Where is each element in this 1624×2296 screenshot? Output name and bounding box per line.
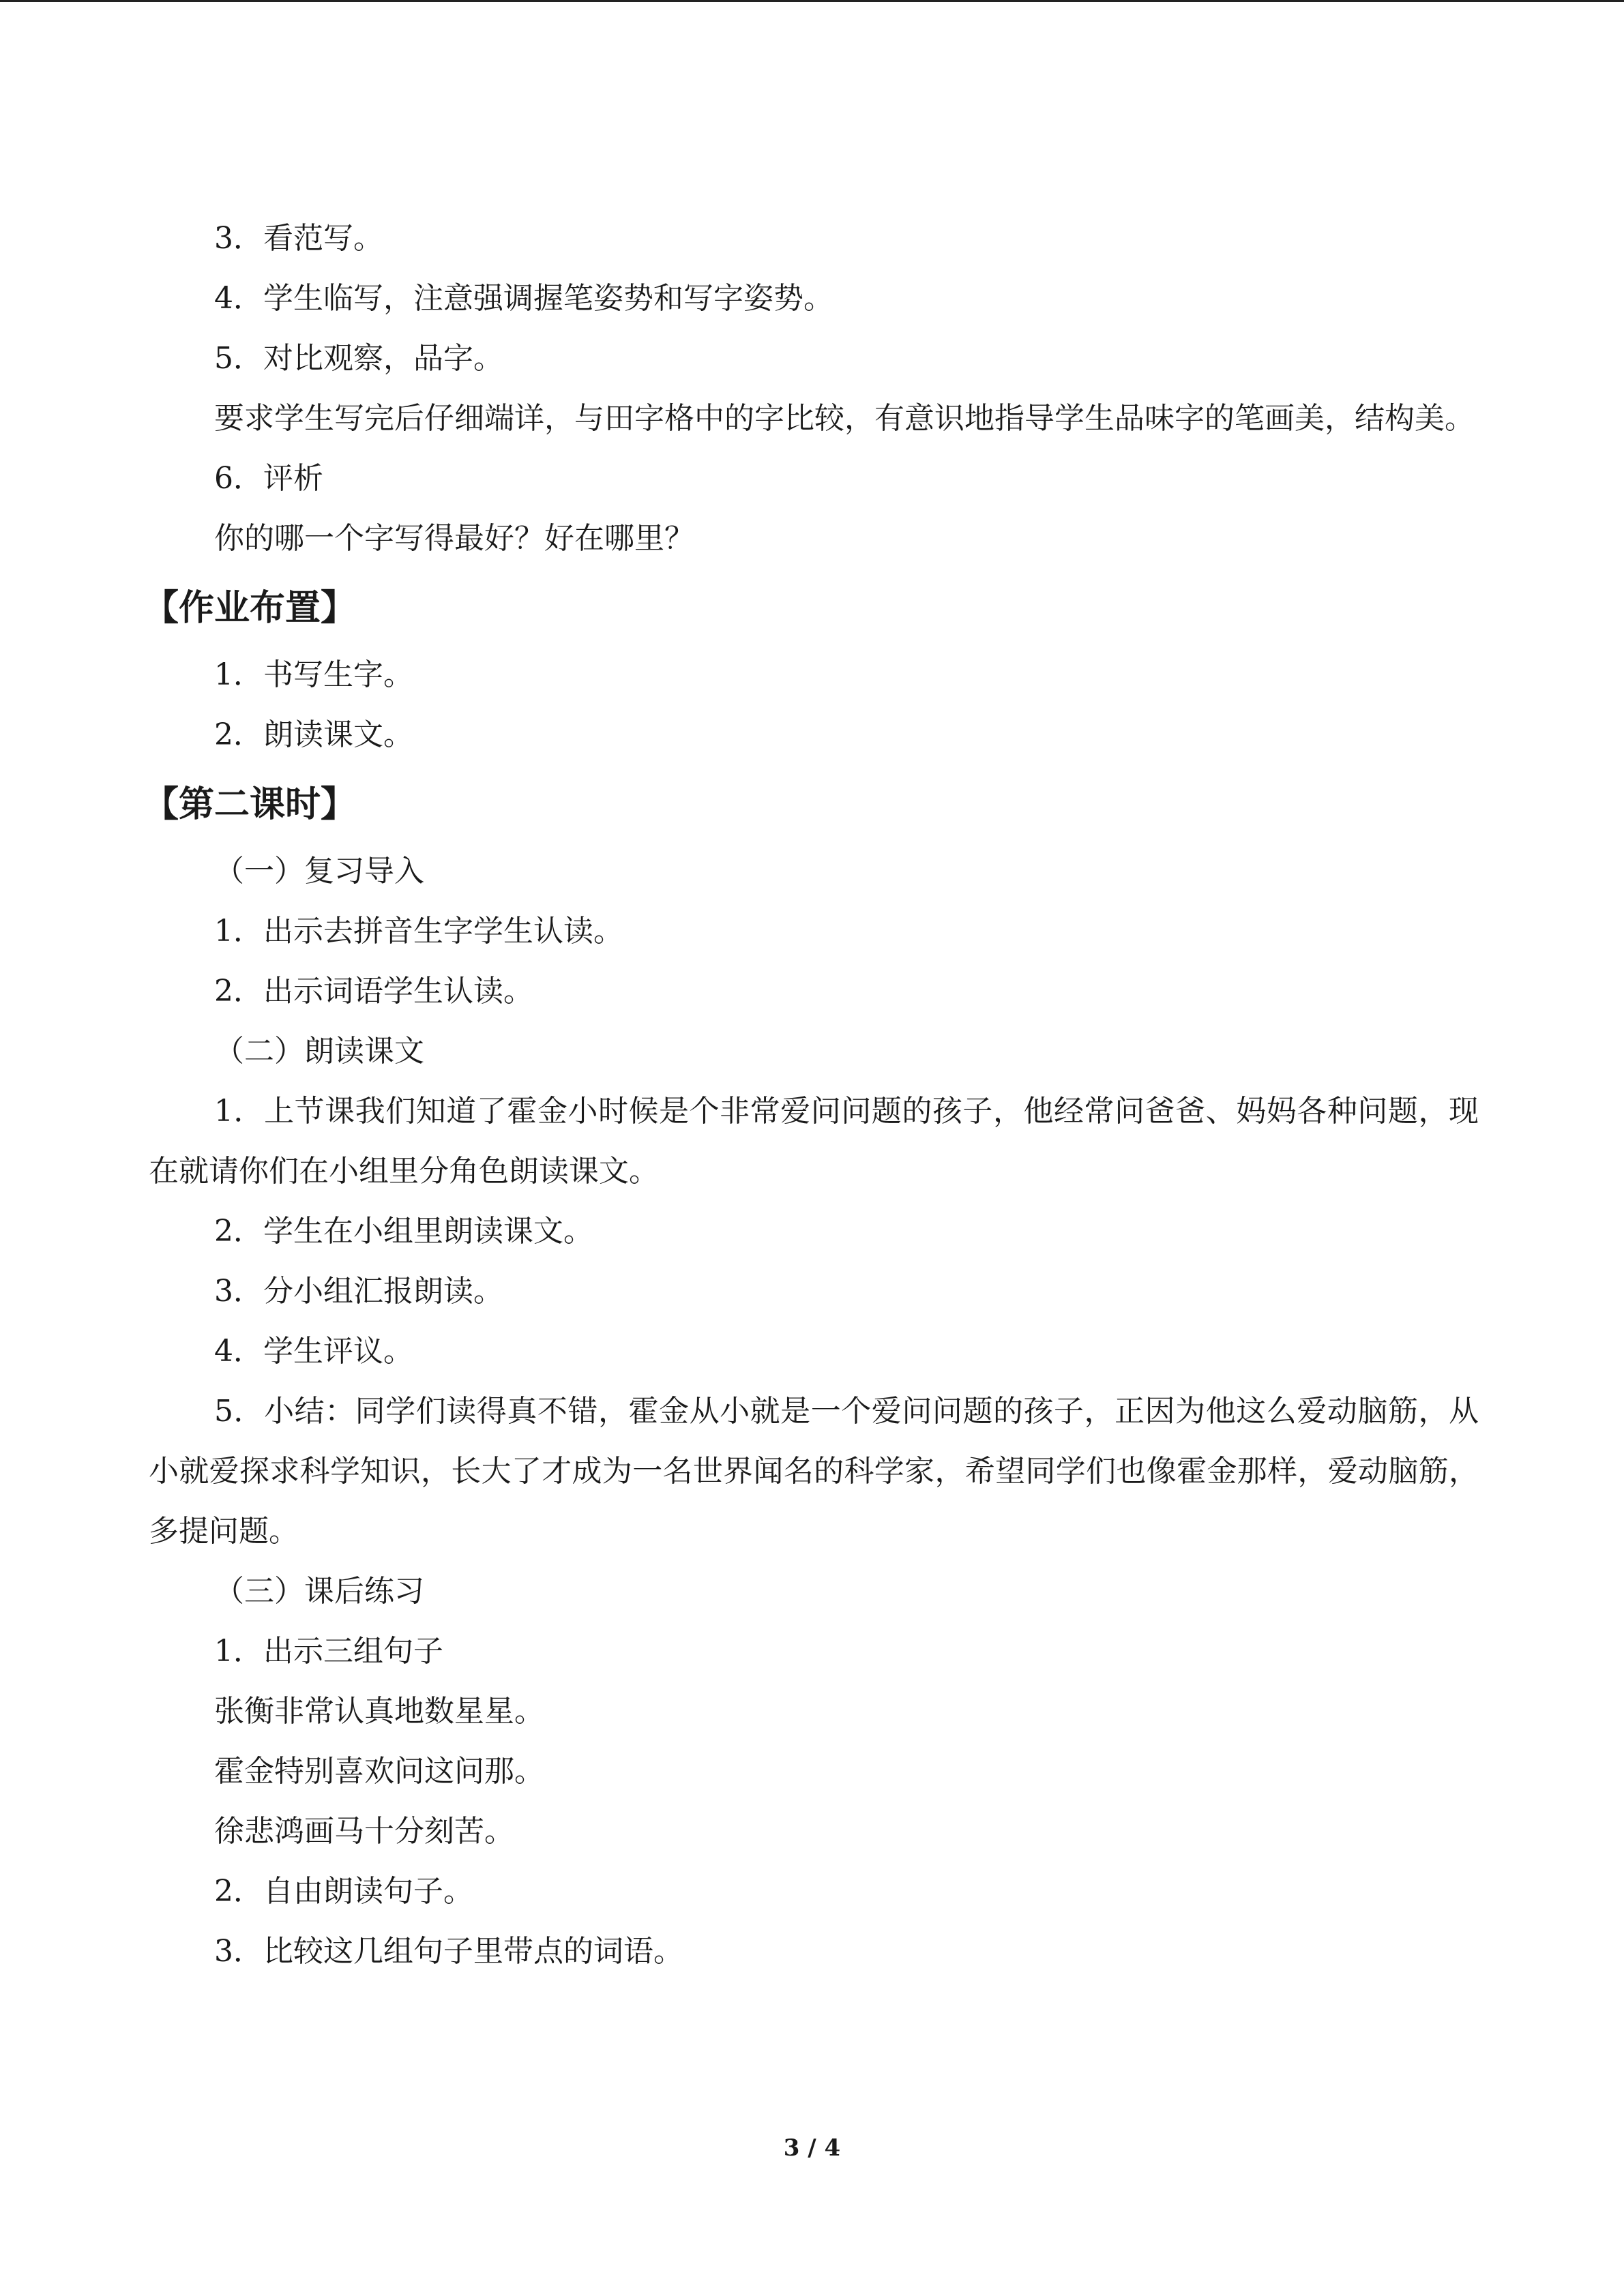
homework-item-2: 2．朗读课文。 xyxy=(214,717,413,752)
summary-paragraph: 5．小结：同学们读得真不错，霍金从小就是一个爱问问题的孩子，正因为他这么爱动脑筋，从小就爱探求科学知识，长大了才成为一名世界闻名的科学家，希望同学们也像霍金那样，爱动脑筋，多提问题。 xyxy=(149,1394,1479,1549)
exercise-item-2: 2．自由朗读句子。 xyxy=(214,1874,473,1909)
section-heading-homework: 【作业布置】 xyxy=(143,588,357,629)
subsection-review-intro: （一）复习导入 xyxy=(214,854,424,889)
step-3-view-model: 3．看范写。 xyxy=(214,221,383,256)
step-4-student-copy: 4．学生临写，注意强调握笔姿势和写字姿势。 xyxy=(214,281,833,316)
exercise-item-3: 3．比较这几组句子里带点的词语。 xyxy=(214,1934,683,1969)
example-sentence-2: 霍金特别喜欢问这问那。 xyxy=(214,1754,544,1789)
step-6-evaluate: 6．评析 xyxy=(214,461,323,496)
top-border-line xyxy=(0,0,1624,2)
example-sentence-1: 张衡非常认真地数星星。 xyxy=(214,1694,544,1729)
review-item-2: 2．出示词语学生认读。 xyxy=(214,974,533,1009)
step-5-compare: 5．对比观察，品字。 xyxy=(214,341,503,376)
read-item-3: 3．分小组汇报朗读。 xyxy=(214,1274,503,1309)
subsection-read-text: （二）朗读课文 xyxy=(214,1034,424,1069)
document-body xyxy=(143,209,1479,1982)
requirement-paragraph: 要求学生写完后仔细端详，与田字格中的字比较，有意识地指导学生品味字的笔画美，结构美。 xyxy=(214,401,1475,436)
example-sentence-3: 徐悲鸿画马十分刻苦。 xyxy=(214,1814,514,1849)
read-item-2: 2．学生在小组里朗读课文。 xyxy=(214,1214,593,1249)
evaluate-question: 你的哪一个字写得最好？好在哪里？ xyxy=(214,521,694,556)
page-number: 3 / 4 xyxy=(783,2134,841,2162)
homework-item-1: 1．书写生字。 xyxy=(214,657,413,692)
read-item-1-paragraph: 1．上节课我们知道了霍金小时候是个非常爱问问题的孩子，他经常问爸爸、妈妈各种问题，现在就请你们在小组里分角色朗读课文。 xyxy=(149,1094,1479,1189)
section-heading-second-lesson: 【第二课时】 xyxy=(143,784,357,825)
subsection-exercises: （三）课后练习 xyxy=(214,1574,424,1609)
exercise-item-1: 1．出示三组句子 xyxy=(214,1634,443,1669)
read-item-4: 4．学生评议。 xyxy=(214,1334,413,1369)
review-item-1: 1．出示去拼音生字学生认读。 xyxy=(214,914,623,949)
